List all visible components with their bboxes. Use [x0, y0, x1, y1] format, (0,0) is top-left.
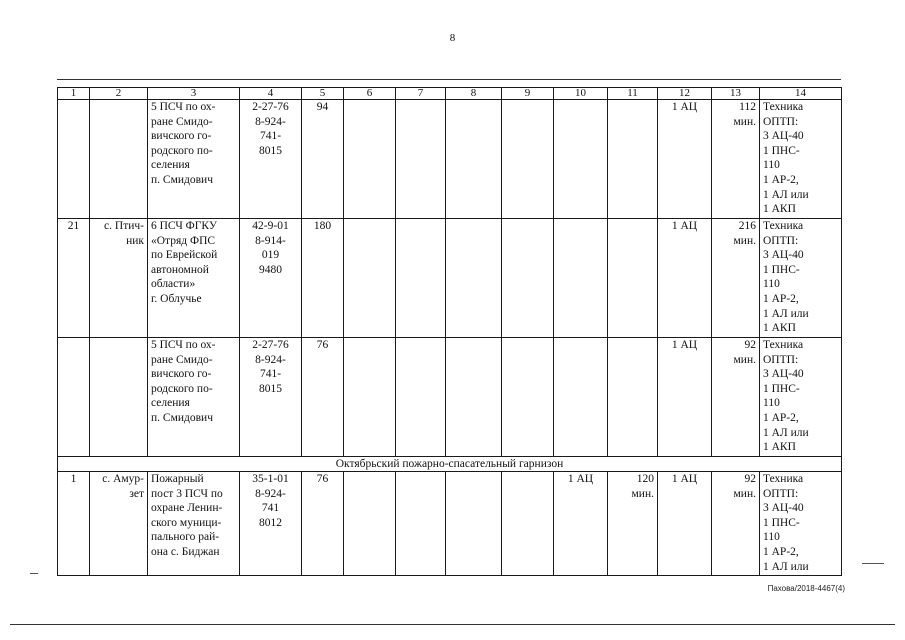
equipment-list-line: 110 [763, 531, 780, 544]
column-11-cell [608, 472, 658, 576]
document-reference: Пахова/2018-4467(4) [767, 584, 845, 593]
phone-numbers-line: 35-1-01 [252, 473, 289, 485]
column-7-cell [396, 219, 446, 338]
fire-unit-name-line: селения [151, 159, 190, 172]
fire-unit-name [148, 219, 240, 338]
fire-unit-name-line: ского муници- [151, 516, 222, 529]
fire-unit-name-line: вичского го- [151, 130, 212, 143]
equipment-list-line: 1 АЛ или [763, 560, 809, 573]
fire-station-table [57, 87, 842, 576]
equipment-list-line: 3 АЦ-40 [763, 130, 804, 143]
arrival-time [712, 472, 760, 576]
phone-numbers-line: 2-27-76 [252, 339, 289, 351]
column-number-1: 1 [58, 88, 90, 100]
equipment-list-line: 1 АР-2, [763, 411, 799, 424]
equipment-list-line: 3 АЦ-40 [763, 249, 804, 262]
margin-mark-left [30, 573, 38, 574]
section-header-row [58, 457, 842, 472]
equipment-list-line: 1 ПНС- [763, 516, 800, 529]
phone-numbers-line: 8012 [259, 516, 282, 529]
settlement-name-line: с. Птич- [104, 220, 144, 232]
equipment-list-line: 1 АР-2, [763, 545, 799, 558]
equipment-list-line: 1 АКП [763, 203, 796, 216]
arrival-time-line: мин. [733, 353, 756, 366]
equipment-list-line: ОПТП: [763, 353, 799, 366]
column-10-cell-line: 1 АЦ [567, 473, 594, 485]
column-number-5: 5 [302, 88, 344, 100]
phone-numbers-line: 741- [259, 368, 282, 381]
bottom-rule [10, 624, 895, 625]
column-number-2: 2 [90, 88, 148, 100]
fire-unit-name [148, 472, 240, 576]
column-number-10: 10 [554, 88, 608, 100]
arrival-time [712, 219, 760, 338]
fire-unit-name-line: родского по- [151, 382, 213, 395]
equipment-list [760, 100, 842, 219]
fire-unit-name-line: 5 ПСЧ по ох- [151, 101, 216, 113]
column-number-13: 13 [712, 88, 760, 100]
equipment-list-line: Техника [763, 101, 804, 113]
equipment-list-line: 1 ПНС- [763, 382, 800, 395]
fire-unit-name-line: она с. Биджан [151, 545, 220, 558]
settlement-name-line: ник [126, 234, 144, 247]
table-row [58, 472, 842, 576]
equipment-list-line: 1 АР-2, [763, 173, 799, 186]
fire-unit-name [148, 100, 240, 219]
column-11-cell-line: 120 [636, 473, 654, 485]
column-10-cell [554, 219, 608, 338]
row-number [58, 100, 90, 219]
phone-numbers-line: 8-924- [255, 487, 286, 500]
column-6-cell [344, 100, 396, 219]
phone-numbers [240, 472, 302, 576]
distance-km: 76 [302, 472, 344, 576]
column-9-cell [502, 100, 554, 219]
fire-unit-name-line: г. Облучье [151, 292, 202, 305]
arrival-time-line: 216 [738, 220, 756, 232]
column-number-4: 4 [240, 88, 302, 100]
table-row [58, 100, 842, 219]
fire-unit-name [148, 338, 240, 457]
column-number-11: 11 [608, 88, 658, 100]
arrival-time [712, 338, 760, 457]
fire-unit-name-line: ране Смидо- [151, 115, 213, 128]
column-number-12: 12 [658, 88, 712, 100]
settlement-name [90, 472, 148, 576]
column-10-cell [554, 100, 608, 219]
column-number-14: 14 [760, 88, 842, 100]
fire-unit-name-line: селения [151, 397, 190, 410]
fire-unit-name-line: вичского го- [151, 368, 212, 381]
margin-mark-right [862, 563, 884, 564]
settlement-name [90, 338, 148, 457]
fire-unit-name-line: области» [151, 278, 196, 291]
column-11-cell [608, 219, 658, 338]
equipment-list-line: ОПТП: [763, 234, 799, 247]
arrival-time-line: 92 [744, 339, 756, 351]
equipment-list-line: 1 ПНС- [763, 144, 800, 157]
column-number-3: 3 [148, 88, 240, 100]
column-9-cell [502, 338, 554, 457]
column-8-cell [446, 100, 502, 219]
equipment-list-line: Техника [763, 339, 804, 351]
distance-km: 180 [302, 219, 344, 338]
engine-count: 1 АЦ [658, 100, 712, 219]
arrival-time-line: мин. [733, 487, 756, 500]
equipment-list [760, 338, 842, 457]
column-8-cell [446, 472, 502, 576]
equipment-list-line: 3 АЦ-40 [763, 502, 804, 515]
fire-unit-name-line: автономной [151, 263, 209, 276]
column-7-cell [396, 472, 446, 576]
equipment-list [760, 472, 842, 576]
phone-numbers-line: 8015 [259, 144, 282, 157]
fire-unit-name-line: «Отряд ФПС [151, 234, 216, 247]
column-6-cell [344, 472, 396, 576]
phone-numbers-line: 9480 [259, 263, 282, 276]
column-numbers-row [58, 88, 842, 100]
column-10-cell [554, 338, 608, 457]
equipment-list-line: 1 АКП [763, 441, 796, 454]
equipment-list-line: 1 АКП [763, 322, 796, 335]
engine-count: 1 АЦ [658, 338, 712, 457]
phone-numbers-line: 741- [259, 130, 282, 143]
fire-unit-name-line: по Еврейской [151, 249, 218, 262]
equipment-list-line: 110 [763, 397, 780, 410]
engine-count: 1 АЦ [658, 472, 712, 576]
column-11-cell [608, 100, 658, 219]
phone-numbers-line: 8-914- [255, 234, 286, 247]
equipment-list-line: Техника [763, 473, 804, 485]
equipment-list-line: 1 АЛ или [763, 426, 809, 439]
equipment-list-line: Техника [763, 220, 804, 232]
column-11-cell-line: мин. [631, 487, 654, 500]
column-11-cell [608, 338, 658, 457]
phone-numbers-line: 741 [261, 502, 280, 515]
column-7-cell [396, 338, 446, 457]
engine-count: 1 АЦ [658, 219, 712, 338]
phone-numbers-line: 2-27-76 [252, 101, 289, 113]
phone-numbers [240, 219, 302, 338]
page-number: 8 [449, 32, 456, 44]
equipment-list-line: 3 АЦ-40 [763, 368, 804, 381]
phone-numbers-line: 8-924- [255, 115, 286, 128]
top-rule [57, 79, 841, 80]
column-9-cell [502, 219, 554, 338]
arrival-time-line: 112 [739, 101, 756, 113]
equipment-list-line: ОПТП: [763, 487, 799, 500]
column-number-7: 7 [396, 88, 446, 100]
equipment-list-line: 1 АР-2, [763, 292, 799, 305]
column-number-6: 6 [344, 88, 396, 100]
column-8-cell [446, 219, 502, 338]
settlement-name [90, 219, 148, 338]
table-row [58, 219, 842, 338]
fire-unit-name-line: родского по- [151, 144, 213, 157]
distance-km: 76 [302, 338, 344, 457]
fire-unit-name-line: Пожарный [151, 473, 204, 485]
row-number: 1 [58, 472, 90, 576]
phone-numbers-line: 8015 [259, 382, 282, 395]
settlement-name [90, 100, 148, 219]
equipment-list-line: 1 АЛ или [763, 188, 809, 201]
arrival-time-line: 92 [744, 473, 756, 485]
column-number-9: 9 [502, 88, 554, 100]
phone-numbers-line: 019 [261, 249, 280, 262]
settlement-name-line: с. Амур- [102, 473, 144, 485]
column-6-cell [344, 338, 396, 457]
column-number-8: 8 [446, 88, 502, 100]
phone-numbers-line: 8-924- [255, 353, 286, 366]
fire-unit-name-line: п. Смидович [151, 411, 213, 424]
phone-numbers-line: 42-9-01 [252, 220, 289, 232]
row-number: 21 [58, 219, 90, 338]
equipment-list-line: ОПТП: [763, 115, 799, 128]
fire-unit-name-line: 5 ПСЧ по ох- [151, 339, 216, 351]
table-row [58, 338, 842, 457]
column-7-cell [396, 100, 446, 219]
fire-unit-name-line: ране Смидо- [151, 353, 213, 366]
garrison-title: Октябрьский пожарно-спасательный гарнизон [58, 457, 842, 472]
fire-unit-name-line: 6 ПСЧ ФГКУ [151, 220, 217, 232]
equipment-list [760, 219, 842, 338]
column-10-cell [554, 472, 608, 576]
column-6-cell [344, 219, 396, 338]
arrival-time-line: мин. [733, 115, 756, 128]
distance-km: 94 [302, 100, 344, 219]
fire-unit-name-line: охране Ленин- [151, 502, 223, 515]
column-9-cell [502, 472, 554, 576]
equipment-list-line: 1 ПНС- [763, 263, 800, 276]
arrival-time-line: мин. [733, 234, 756, 247]
arrival-time [712, 100, 760, 219]
equipment-list-line: 110 [763, 278, 780, 291]
phone-numbers [240, 338, 302, 457]
row-number [58, 338, 90, 457]
fire-unit-name-line: пального рай- [151, 531, 220, 544]
fire-unit-name-line: пост 3 ПСЧ по [151, 487, 223, 500]
equipment-list-line: 110 [763, 159, 780, 172]
phone-numbers [240, 100, 302, 219]
equipment-list-line: 1 АЛ или [763, 307, 809, 320]
settlement-name-line: зет [129, 487, 144, 500]
column-8-cell [446, 338, 502, 457]
fire-unit-name-line: п. Смидович [151, 173, 213, 186]
